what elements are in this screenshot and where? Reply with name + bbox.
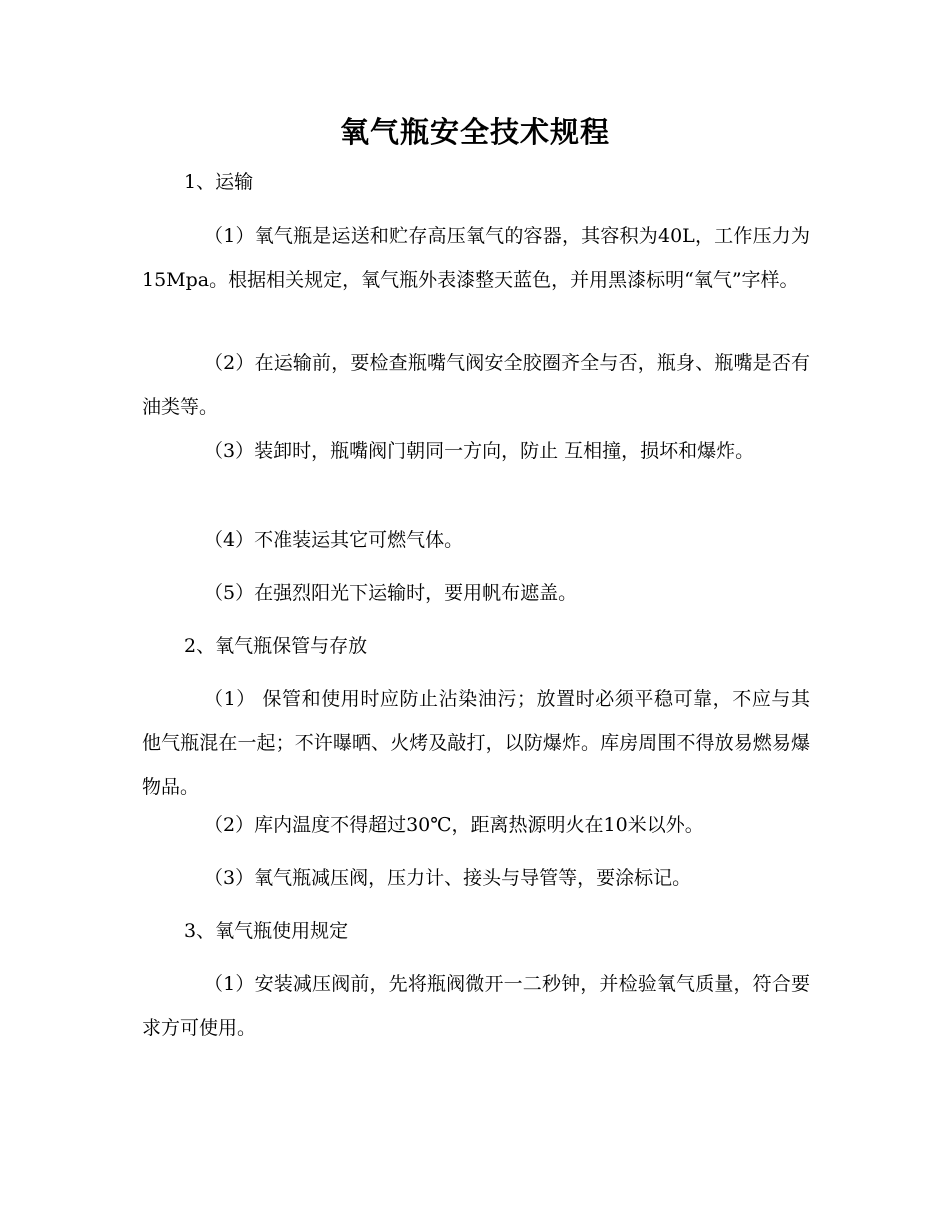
paragraph-storage-3: （3）氧气瓶减压阀，压力计、接头与导管等，要涂标记。 bbox=[204, 867, 692, 889]
paragraph-transport-5: （5）在强烈阳光下运输时，要用帆布遮盖。 bbox=[204, 582, 578, 604]
paragraph-transport-1: （1）氧气瓶是运送和贮存高压氧气的容器，其容积为40L，工作压力为15Mpa。根据相关规定，氧气瓶外表漆整天蓝色，并用黑漆标明“氧气”字样。 bbox=[142, 225, 810, 291]
document-title: 氧气瓶安全技术规程 bbox=[339, 115, 610, 149]
section-heading-usage: 3、氧气瓶使用规定 bbox=[184, 920, 349, 942]
section-heading-storage: 2、氧气瓶保管与存放 bbox=[184, 635, 368, 657]
paragraph-storage-2: （2）库内温度不得超过30℃，距离热源明火在10米以外。 bbox=[204, 814, 704, 836]
paragraph-transport-2: （2）在运输前，要检查瓶嘴气阀安全胶圈齐全与否，瓶身、瓶嘴是否有油类等。 bbox=[142, 352, 810, 418]
section-heading-transport: 1、运输 bbox=[184, 171, 254, 193]
paragraph-storage-1: （1） 保管和使用时应防止沾染油污；放置时必须平稳可靠，不应与其他气瓶混在一起；不许曝晒、火烤及敲打，以防爆炸。库房周围不得放易燃易爆物品。 bbox=[142, 688, 810, 798]
paragraph-usage-1: （1）安装减压阀前，先将瓶阀微开一二秒钟，并检验氧气质量，符合要求方可使用。 bbox=[142, 973, 810, 1039]
paragraph-transport-3: （3）装卸时，瓶嘴阀门朝同一方向，防止 互相撞，损坏和爆炸。 bbox=[204, 440, 755, 462]
paragraph-transport-4: （4）不准装运其它可燃气体。 bbox=[204, 529, 464, 551]
